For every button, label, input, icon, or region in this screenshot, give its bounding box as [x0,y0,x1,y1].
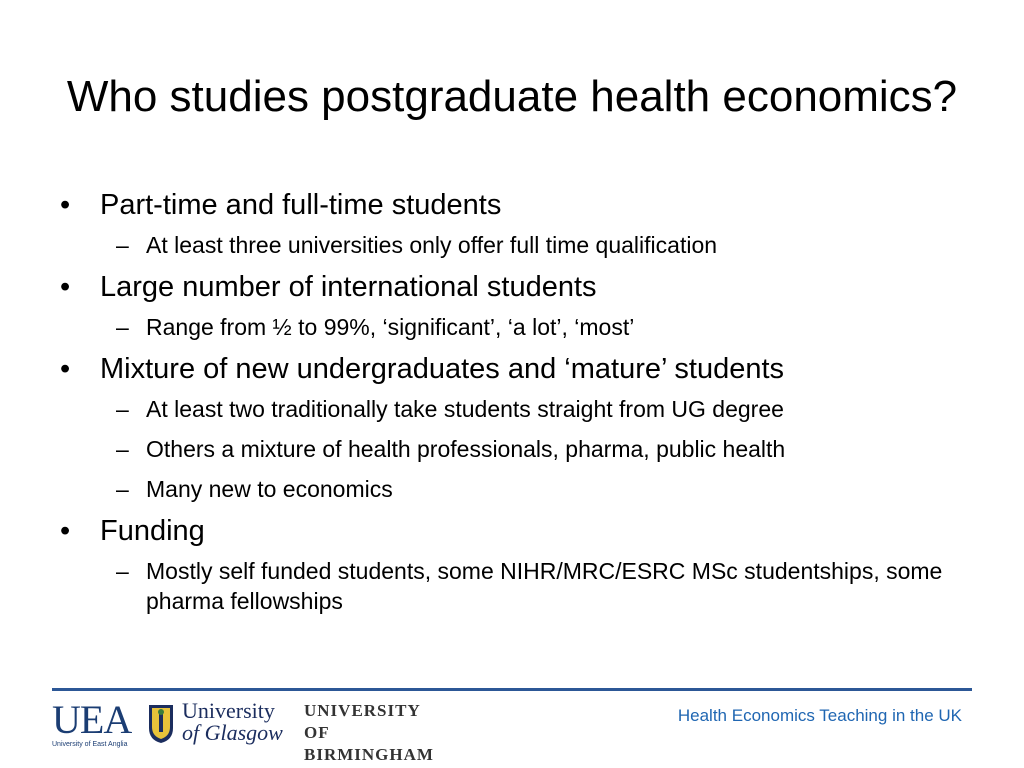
sub-bullet-item [60,394,980,424]
bullet-list [60,188,980,626]
sub-bullet-item [60,474,980,504]
glasgow-crest-icon [148,704,174,744]
sub-bullet-mark: – [116,396,129,422]
bullet-mark: • [60,271,71,303]
sub-bullet-mark: – [116,436,129,462]
glasgow-logo-line1: University [182,698,275,723]
sub-bullet-mark: – [116,558,129,584]
sub-bullet-text: Mostly self funded students, some NIHR/MRC/ESRC MSc studentships, some pharma fellowships [146,558,943,614]
uea-logo-caption: University of East Anglia [52,741,128,748]
bullet-item [60,514,980,548]
footer-caption: Health Economics Teaching in the UK [677,706,962,725]
bullet-mark: • [60,515,71,547]
bullet-mark: • [60,189,71,221]
birmingham-logo [304,700,444,764]
bullet-item [60,188,980,222]
glasgow-logo [148,700,288,754]
sub-bullet-item [60,230,980,260]
glasgow-logo-line2: of Glasgow [182,720,283,745]
bullet-text: Part-time and full-time students [100,189,502,221]
sub-bullet-mark: – [116,314,129,340]
sub-bullet-text: Others a mixture of health professionals, pharma, public health [146,436,786,462]
sub-bullet-text: Many new to economics [146,476,393,502]
slide-title: Who studies postgraduate health economics? [66,72,958,121]
bullet-text: Large number of international students [100,271,597,303]
bullet-mark: • [60,353,71,385]
sub-bullet-text: At least three universities only offer full time qualification [146,232,718,258]
bullet-text: Funding [100,515,205,547]
sub-bullet-item [60,434,980,464]
sub-bullet-mark: – [116,232,129,258]
bullet-text: Mixture of new undergraduates and ‘mature’ students [100,353,785,385]
bullet-item [60,270,980,304]
sub-bullet-item [60,312,980,342]
footer-rule [52,688,972,691]
bullet-item [60,352,980,386]
birmingham-logo-line1: UNIVERSITY OF [304,701,421,742]
sub-bullet-text: Range from ½ to 99%, ‘significant’, ‘a lot’, ‘most’ [146,314,635,340]
birmingham-logo-line2: BIRMINGHAM [304,745,434,764]
sub-bullet-text: At least two traditionally take students straight from UG degree [146,396,784,422]
uea-logo-mark: UEA [52,697,132,742]
sub-bullet-item [60,556,980,616]
sub-bullet-mark: – [116,476,129,502]
uea-logo [52,697,136,752]
